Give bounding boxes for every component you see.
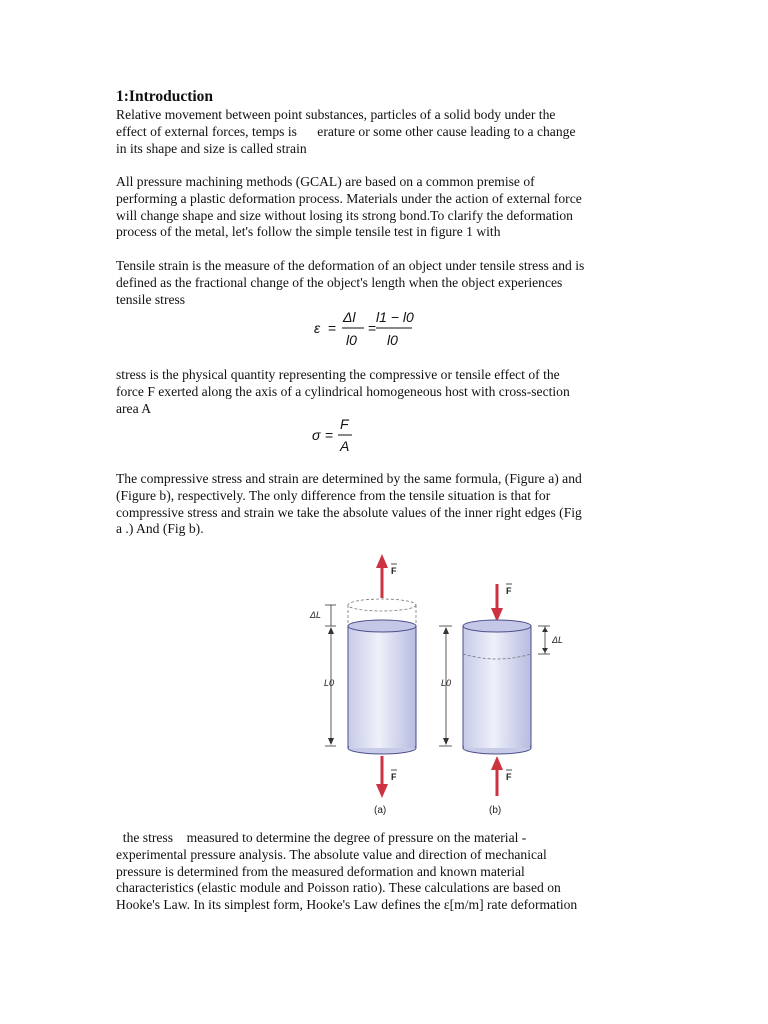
arrow-head-icon bbox=[376, 784, 388, 798]
stress-symbol: σ bbox=[312, 427, 321, 443]
text-line: process of the metal, let's follow the simple tensile test in figure 1 with bbox=[116, 224, 501, 240]
paragraph-compressive bbox=[116, 471, 661, 538]
text-line: force F exerted along the axis of a cylindrical homogeneous host with cross-section bbox=[116, 383, 570, 399]
arrow-head-icon bbox=[491, 756, 503, 770]
equals-sign: = bbox=[328, 320, 337, 336]
fraction-denominator: l0 bbox=[346, 332, 357, 348]
text-line: effect of external forces, temps is erature or some other cause leading to a change bbox=[116, 123, 576, 139]
paragraph-pressure-machining bbox=[116, 174, 661, 241]
text-line: characteristics (elastic module and Poisson ratio). These calculations are based on bbox=[116, 880, 561, 896]
force-label: F bbox=[391, 566, 397, 576]
cylinder-a bbox=[309, 554, 416, 816]
delta-l-label: ΔL bbox=[552, 635, 564, 645]
section-heading: 1:Introduction bbox=[116, 88, 214, 105]
cylinder-b bbox=[439, 584, 563, 816]
fraction-numerator: Δl bbox=[343, 309, 356, 325]
text-line: performing a plastic deformation process. Materials under the action of external force bbox=[116, 190, 582, 206]
text-line: defined as the fractional change of the object's length when the object experiences bbox=[116, 274, 563, 290]
strain-symbol: ε bbox=[314, 320, 321, 336]
text-line: in its shape and size is called strain bbox=[116, 140, 307, 156]
stress-formula bbox=[308, 415, 368, 457]
force-label: F bbox=[506, 586, 512, 596]
text-line: experimental pressure analysis. The absolute value and direction of mechanical bbox=[116, 846, 547, 862]
text-line: stress is the physical quantity representing the compressive or tensile effect of the bbox=[116, 367, 560, 382]
fraction-denominator: l0 bbox=[387, 332, 398, 348]
arrow-head-icon bbox=[376, 554, 388, 568]
paragraph-stress-definition bbox=[116, 367, 661, 417]
text-line: Hooke's Law. In its simplest form, Hooke's Law defines the ε[m/m] rate deformation bbox=[116, 897, 578, 913]
paragraph-strain-definition bbox=[116, 107, 661, 157]
fraction-denominator: A bbox=[340, 438, 350, 454]
fraction-numerator: l1 − l0 bbox=[376, 309, 414, 325]
text-line: a .) And (Fig b). bbox=[116, 521, 204, 537]
l0-label: L0 bbox=[441, 678, 452, 688]
text-line: tensile stress bbox=[116, 291, 186, 307]
paragraph-tensile-strain bbox=[116, 258, 661, 308]
text-line: The compressive stress and strain are determined by the same formula, (Figure a) and bbox=[116, 471, 582, 486]
figure-label-a: (a) bbox=[374, 805, 387, 816]
paragraph-hookes-law bbox=[116, 830, 661, 914]
text-line: the stress measured to determine the degree of pressure on the material - bbox=[116, 830, 527, 845]
force-label: F bbox=[391, 772, 397, 782]
deformation-figure bbox=[300, 548, 580, 820]
text-line: compressive stress and strain we take the absolute values of the inner right edges (Fig bbox=[116, 504, 582, 520]
force-label: F bbox=[506, 772, 512, 782]
strain-formula bbox=[310, 306, 430, 352]
l0-label: L0 bbox=[324, 678, 335, 688]
equals-sign: = bbox=[368, 320, 377, 336]
text-line: will change shape and size without losing its strong bond.To clarify the deformation bbox=[116, 207, 573, 223]
text-line: pressure is determined from the measured deformation and known material bbox=[116, 863, 525, 879]
fraction-numerator: F bbox=[340, 416, 349, 432]
text-line: area A bbox=[116, 400, 152, 416]
text-line: Tensile strain is the measure of the deformation of an object under tensile stress and is bbox=[116, 258, 585, 273]
text-line: (Figure b), respectively. The only difference from the tensile situation is that for bbox=[116, 487, 551, 503]
text-line: Relative movement between point substances, particles of a solid body under the bbox=[116, 107, 556, 122]
text-line: All pressure machining methods (GCAL) are based on a common premise of bbox=[116, 174, 535, 189]
equals-sign: = bbox=[325, 427, 334, 443]
delta-l-label: ΔL bbox=[310, 610, 322, 620]
figure-label-b: (b) bbox=[489, 805, 502, 816]
